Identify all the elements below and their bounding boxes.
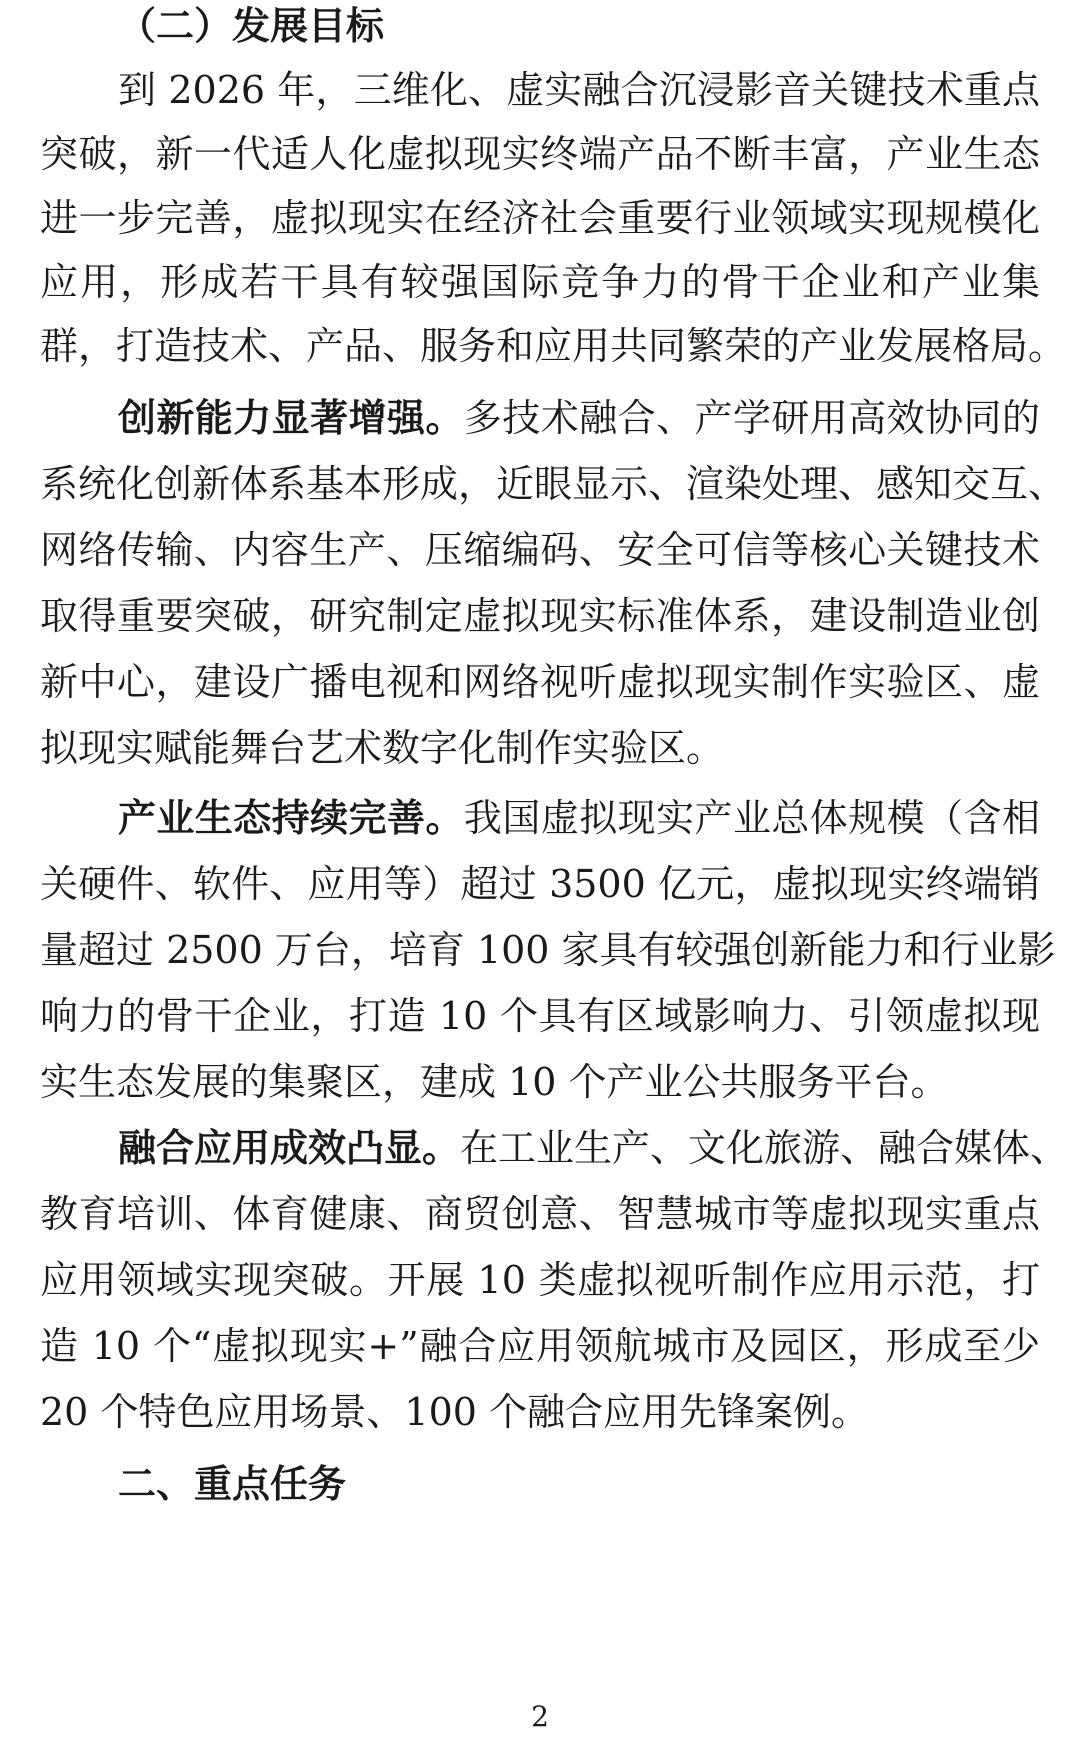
paragraph-3-line-2: 关硬件、软件、应用等）超过 3500 亿元，虚拟现实终端销	[40, 862, 1040, 906]
paragraph-1-line-4: 应用，形成若干具有较强国际竞争力的骨干企业和产业集	[40, 260, 1040, 304]
paragraph-2-line-3: 网络传输、内容生产、压缩编码、安全可信等核心关键技术	[40, 528, 1040, 572]
paragraph-2-lead: 创新能力显著增强。	[118, 395, 464, 440]
paragraph-3-lead: 产业生态持续完善。	[118, 795, 464, 840]
paragraph-3-line-4: 响力的骨干企业，打造 10 个具有区域影响力、引领虚拟现	[40, 994, 1040, 1038]
paragraph-1-line-2: 突破，新一代适人化虚拟现实终端产品不断丰富，产业生态	[40, 132, 1040, 176]
paragraph-1-line-1: 到 2026 年，三维化、虚实融合沉浸影音关键技术重点	[118, 68, 1040, 112]
paragraph-3-line-1	[118, 794, 1040, 842]
paragraph-4-line-1	[118, 1124, 1069, 1172]
paragraph-3-line-5: 实生态发展的集聚区，建成 10 个产业公共服务平台。	[40, 1060, 949, 1104]
paragraph-2-first-rest: 多技术融合、产学研用高效协同的	[463, 396, 1040, 440]
paragraph-4-lead: 融合应用成效凸显。	[118, 1125, 461, 1170]
paragraph-4-line-4: 造 10 个“虚拟现实+”融合应用领航城市及园区，形成至少	[40, 1324, 1040, 1368]
paragraph-2-line-6: 拟现实赋能舞台艺术数字化制作实验区。	[40, 726, 725, 770]
paragraph-2-line-5: 新中心，建设广播电视和网络视听虚拟现实制作实验区、虚	[40, 660, 1040, 704]
page-number: 2	[531, 1700, 549, 1733]
paragraph-4-line-3: 应用领域实现突破。开展 10 类虚拟视听制作应用示范，打	[40, 1258, 1040, 1302]
paragraph-3-first-rest: 我国虚拟现实产业总体规模（含相	[463, 796, 1040, 840]
next-section-heading: 二、重点任务	[118, 1461, 347, 1506]
paragraph-4-first-rest: 在工业生产、文化旅游、融合媒体、	[460, 1126, 1069, 1170]
paragraph-3-line-3: 量超过 2500 万台，培育 100 家具有较强创新能力和行业影	[40, 928, 1056, 972]
paragraph-4-line-2: 教育培训、体育健康、商贸创意、智慧城市等虚拟现实重点	[40, 1192, 1040, 1236]
paragraph-4-line-5: 20 个特色应用场景、100 个融合应用先锋案例。	[40, 1390, 870, 1434]
paragraph-1-line-5: 群，打造技术、产品、服务和应用共同繁荣的产业发展格局。	[40, 324, 1067, 368]
paragraph-2-line-4: 取得重要突破，研究制定虚拟现实标准体系，建设制造业创	[40, 594, 1040, 638]
paragraph-2-line-1	[118, 394, 1040, 442]
paragraph-2-line-2: 系统化创新体系基本形成，近眼显示、渲染处理、感知交互、	[40, 462, 1067, 506]
section-heading: （二）发展目标	[118, 3, 385, 48]
paragraph-1-line-3: 进一步完善，虚拟现实在经济社会重要行业领域实现规模化	[40, 196, 1040, 240]
